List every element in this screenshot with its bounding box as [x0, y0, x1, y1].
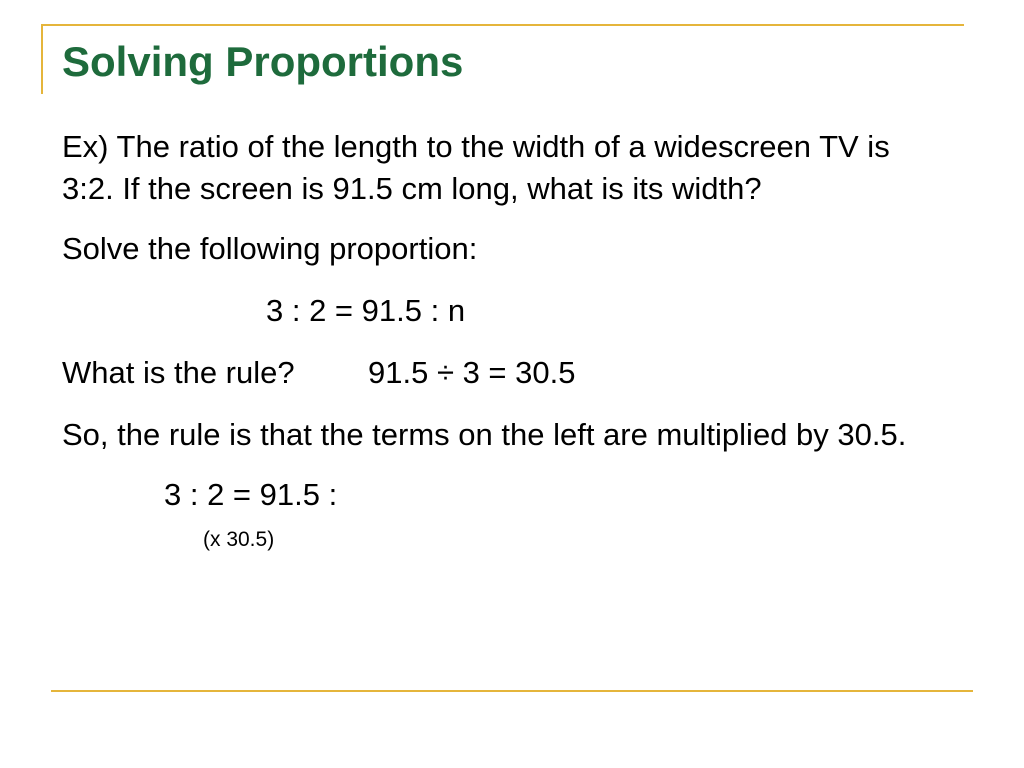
- slide-title: Solving Proportions: [62, 38, 464, 85]
- instruction-text: Solve the following proportion:: [62, 231, 478, 266]
- rule-answer: 91.5 ÷ 3 = 30.5: [368, 355, 576, 390]
- title-top-rule: [41, 24, 964, 26]
- rule-statement: So, the rule is that the terms on the left are multiplied by 30.5.: [62, 417, 907, 452]
- footer-rule: [51, 690, 973, 692]
- proportion-equation: 3 : 2 = 91.5 : n: [266, 293, 466, 328]
- multiplier-note: (x 30.5): [203, 528, 275, 551]
- rule-question: What is the rule?: [62, 355, 295, 390]
- example-line-2: 3:2. If the screen is 91.5 cm long, what is its width?: [62, 171, 762, 206]
- example-line-1: Ex) The ratio of the length to the width of a widescreen TV is: [62, 129, 890, 164]
- partial-proportion: 3 : 2 = 91.5 :: [164, 477, 338, 512]
- title-left-rule: [41, 24, 43, 94]
